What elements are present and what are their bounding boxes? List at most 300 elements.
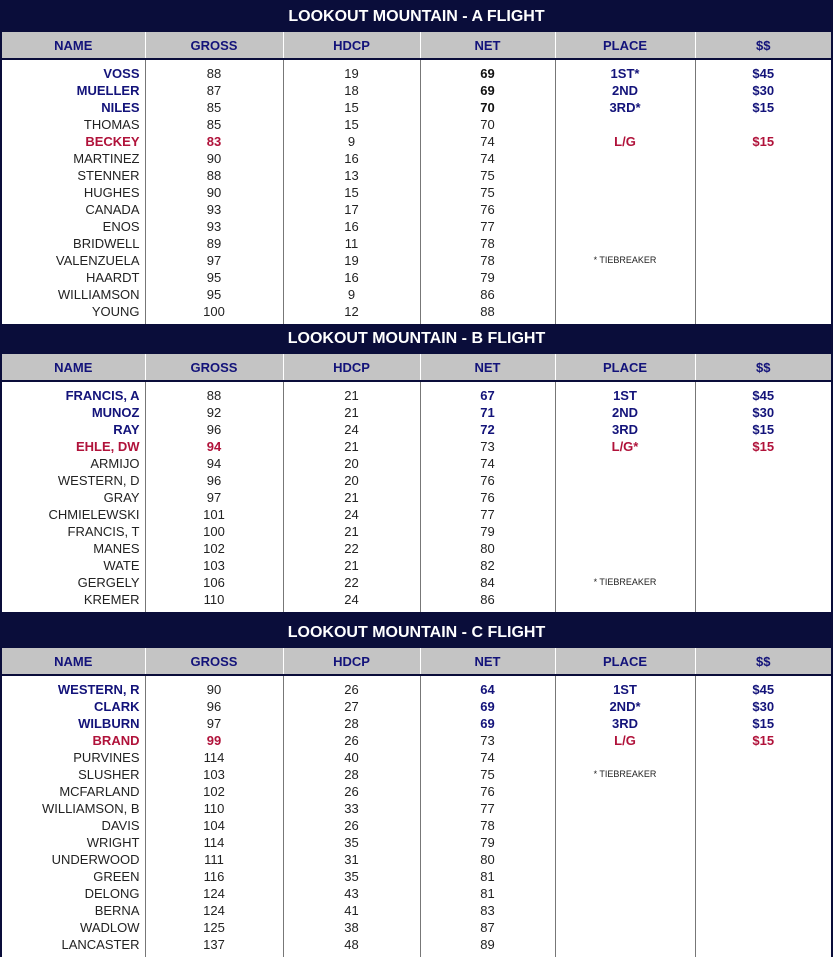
- net-cell: 69: [420, 715, 555, 732]
- name-cell: WESTERN, D: [2, 472, 145, 489]
- money-cell: [695, 540, 831, 557]
- table-row: [2, 235, 831, 252]
- column-header: GROSS: [145, 354, 283, 381]
- gross-cell: 88: [145, 65, 283, 82]
- place-cell: 3RD: [555, 421, 695, 438]
- spacer-cell: [420, 608, 555, 612]
- spacer-cell: [145, 953, 283, 957]
- money-cell: [695, 834, 831, 851]
- net-cell: 86: [420, 286, 555, 303]
- net-cell: 69: [420, 698, 555, 715]
- money-cell: [695, 201, 831, 218]
- money-cell: $45: [752, 388, 775, 403]
- hdcp-cell: 15: [283, 184, 420, 201]
- gross-cell: 101: [145, 506, 283, 523]
- hdcp-cell: 16: [283, 269, 420, 286]
- place-cell: [555, 472, 695, 489]
- money-cell: [695, 851, 831, 868]
- net-cell: 74: [420, 133, 555, 150]
- hdcp-cell: 22: [283, 540, 420, 557]
- place-cell: [555, 783, 695, 800]
- hdcp-cell: 27: [283, 698, 420, 715]
- money-cell: $15: [752, 422, 775, 437]
- gross-cell: 83: [145, 133, 283, 150]
- name-cell: VOSS: [2, 65, 145, 82]
- name-cell: PURVINES: [2, 749, 145, 766]
- net-cell: 64: [420, 681, 555, 698]
- spacer-cell: [283, 953, 420, 957]
- place-cell: [555, 851, 695, 868]
- money-cell: [695, 817, 831, 834]
- gross-cell: 103: [145, 766, 283, 783]
- place-cell: [555, 489, 695, 506]
- hdcp-cell: 24: [283, 421, 420, 438]
- place-cell: [555, 455, 695, 472]
- name-cell: WILLIAMSON: [2, 286, 145, 303]
- table-row: [2, 489, 831, 506]
- table-row: [2, 936, 831, 953]
- table-row: [2, 834, 831, 851]
- money-cell: [695, 936, 831, 953]
- spacer-cell: [555, 608, 695, 612]
- table-row: [2, 681, 831, 698]
- money-cell: [695, 749, 831, 766]
- gross-cell: 111: [145, 851, 283, 868]
- place-cell: [555, 919, 695, 936]
- hdcp-cell: 33: [283, 800, 420, 817]
- column-header: $$: [695, 32, 831, 59]
- hdcp-cell: 21: [283, 387, 420, 404]
- results-table: [2, 354, 831, 612]
- place-cell: [555, 506, 695, 523]
- net-cell: 82: [420, 557, 555, 574]
- place-cell: [555, 834, 695, 851]
- gross-cell: 124: [145, 902, 283, 919]
- money-cell: [695, 489, 831, 506]
- money-cell: [695, 252, 831, 269]
- net-cell: 75: [420, 184, 555, 201]
- name-cell: WILBURN: [2, 715, 145, 732]
- gross-cell: 102: [145, 783, 283, 800]
- place-cell: 2ND: [555, 82, 695, 99]
- column-header: GROSS: [145, 648, 283, 675]
- place-cell: [555, 218, 695, 235]
- net-cell: 86: [420, 591, 555, 608]
- hdcp-cell: 12: [283, 303, 420, 320]
- hdcp-cell: 21: [283, 557, 420, 574]
- gross-cell: 124: [145, 885, 283, 902]
- column-header: HDCP: [283, 648, 420, 675]
- money-cell: [695, 116, 831, 133]
- money-cell: $15: [752, 439, 775, 454]
- flight-title: LOOKOUT MOUNTAIN - B FLIGHT: [2, 324, 831, 354]
- place-cell: [555, 201, 695, 218]
- hdcp-cell: 21: [283, 523, 420, 540]
- gross-cell: 106: [145, 574, 283, 591]
- name-cell: GERGELY: [2, 574, 145, 591]
- gross-cell: 110: [145, 800, 283, 817]
- name-cell: MANES: [2, 540, 145, 557]
- gross-cell: 90: [145, 150, 283, 167]
- column-header: NET: [420, 354, 555, 381]
- gross-cell: 97: [145, 252, 283, 269]
- column-header: NET: [420, 32, 555, 59]
- gross-cell: 137: [145, 936, 283, 953]
- gross-cell: 93: [145, 201, 283, 218]
- place-cell: [555, 557, 695, 574]
- name-cell: EHLE, DW: [2, 438, 145, 455]
- net-cell: 89: [420, 936, 555, 953]
- hdcp-cell: 38: [283, 919, 420, 936]
- hdcp-cell: 17: [283, 201, 420, 218]
- gross-cell: 96: [145, 421, 283, 438]
- money-cell: [695, 868, 831, 885]
- name-cell: WILLIAMSON, B: [2, 800, 145, 817]
- gross-cell: 125: [145, 919, 283, 936]
- name-cell: WESTERN, R: [2, 681, 145, 698]
- name-cell: ENOS: [2, 218, 145, 235]
- name-cell: SLUSHER: [2, 766, 145, 783]
- tiebreaker-note: * TIEBREAKER: [555, 252, 695, 269]
- table-row: [2, 472, 831, 489]
- name-cell: DAVIS: [2, 817, 145, 834]
- name-cell: VALENZUELA: [2, 252, 145, 269]
- gross-cell: 95: [145, 269, 283, 286]
- name-cell: MCFARLAND: [2, 783, 145, 800]
- name-cell: HUGHES: [2, 184, 145, 201]
- table-row: [2, 421, 831, 438]
- table-row: [2, 269, 831, 286]
- hdcp-cell: 26: [283, 681, 420, 698]
- net-cell: 70: [420, 99, 555, 116]
- hdcp-cell: 18: [283, 82, 420, 99]
- hdcp-cell: 21: [283, 438, 420, 455]
- column-header: HDCP: [283, 32, 420, 59]
- money-cell: $15: [752, 100, 775, 115]
- table-row: [2, 902, 831, 919]
- place-cell: 3RD*: [555, 99, 695, 116]
- name-cell: BRIDWELL: [2, 235, 145, 252]
- money-cell: $15: [752, 733, 775, 748]
- column-header: NAME: [2, 354, 145, 381]
- hdcp-cell: 15: [283, 99, 420, 116]
- name-cell: FRANCIS, T: [2, 523, 145, 540]
- table-row: [2, 218, 831, 235]
- money-cell: [695, 523, 831, 540]
- net-cell: 87: [420, 919, 555, 936]
- net-cell: 76: [420, 201, 555, 218]
- table-row: [2, 851, 831, 868]
- hdcp-cell: 43: [283, 885, 420, 902]
- name-cell: UNDERWOOD: [2, 851, 145, 868]
- table-row: [2, 749, 831, 766]
- column-header: PLACE: [555, 354, 695, 381]
- spacer-cell: [2, 608, 145, 612]
- gross-cell: 94: [145, 455, 283, 472]
- money-cell: [695, 455, 831, 472]
- name-cell: THOMAS: [2, 116, 145, 133]
- net-cell: 69: [420, 82, 555, 99]
- money-cell: [695, 235, 831, 252]
- hdcp-cell: 9: [283, 286, 420, 303]
- name-cell: RAY: [2, 421, 145, 438]
- gross-cell: 92: [145, 404, 283, 421]
- hdcp-cell: 9: [283, 133, 420, 150]
- tiebreaker-note: * TIEBREAKER: [555, 766, 695, 783]
- name-cell: ARMIJO: [2, 455, 145, 472]
- gross-cell: 88: [145, 387, 283, 404]
- net-cell: 88: [420, 303, 555, 320]
- table-row: [2, 150, 831, 167]
- table-row: [2, 438, 831, 455]
- net-cell: 67: [420, 387, 555, 404]
- net-cell: 73: [420, 732, 555, 749]
- hdcp-cell: 35: [283, 834, 420, 851]
- money-cell: [695, 591, 831, 608]
- money-cell: $30: [752, 699, 775, 714]
- name-cell: STENNER: [2, 167, 145, 184]
- name-cell: BERNA: [2, 902, 145, 919]
- name-cell: CHMIELEWSKI: [2, 506, 145, 523]
- table-row: [2, 698, 831, 715]
- table-row: [2, 800, 831, 817]
- column-header: NAME: [2, 648, 145, 675]
- place-cell: 3RD: [555, 715, 695, 732]
- place-cell: 2ND: [555, 404, 695, 421]
- flight-section: [2, 2, 831, 324]
- table-row: [2, 404, 831, 421]
- net-cell: 74: [420, 455, 555, 472]
- table-row: [2, 133, 831, 150]
- gross-cell: 114: [145, 834, 283, 851]
- place-cell: [555, 749, 695, 766]
- money-cell: $15: [752, 134, 775, 149]
- net-cell: 79: [420, 269, 555, 286]
- table-row: [2, 506, 831, 523]
- gross-cell: 90: [145, 184, 283, 201]
- column-header: PLACE: [555, 32, 695, 59]
- hdcp-cell: 31: [283, 851, 420, 868]
- hdcp-cell: 21: [283, 404, 420, 421]
- hdcp-cell: 16: [283, 150, 420, 167]
- table-row: [2, 523, 831, 540]
- results-table: [2, 32, 831, 324]
- place-cell: [555, 286, 695, 303]
- name-cell: BECKEY: [2, 133, 145, 150]
- net-cell: 69: [420, 65, 555, 82]
- place-cell: [555, 303, 695, 320]
- hdcp-cell: 26: [283, 817, 420, 834]
- net-cell: 78: [420, 252, 555, 269]
- flight-section: [2, 618, 831, 957]
- net-cell: 79: [420, 834, 555, 851]
- money-cell: [695, 783, 831, 800]
- net-cell: 83: [420, 902, 555, 919]
- spacer-cell: [555, 953, 695, 957]
- place-cell: [555, 800, 695, 817]
- gross-cell: 89: [145, 235, 283, 252]
- flight-section: [2, 324, 831, 612]
- name-cell: MUELLER: [2, 82, 145, 99]
- column-header: $$: [695, 648, 831, 675]
- place-cell: 1ST*: [555, 65, 695, 82]
- hdcp-cell: 40: [283, 749, 420, 766]
- name-cell: MARTINEZ: [2, 150, 145, 167]
- table-row: [2, 387, 831, 404]
- table-row: [2, 732, 831, 749]
- table-row: [2, 557, 831, 574]
- name-cell: LANCASTER: [2, 936, 145, 953]
- table-row: [2, 116, 831, 133]
- place-cell: [555, 540, 695, 557]
- table-row: [2, 286, 831, 303]
- hdcp-cell: 35: [283, 868, 420, 885]
- money-cell: [695, 150, 831, 167]
- net-cell: 81: [420, 885, 555, 902]
- net-cell: 80: [420, 540, 555, 557]
- gross-cell: 93: [145, 218, 283, 235]
- gross-cell: 114: [145, 749, 283, 766]
- place-cell: [555, 885, 695, 902]
- money-cell: [695, 919, 831, 936]
- net-cell: 75: [420, 167, 555, 184]
- place-cell: [555, 150, 695, 167]
- hdcp-cell: 26: [283, 732, 420, 749]
- hdcp-cell: 21: [283, 489, 420, 506]
- net-cell: 73: [420, 438, 555, 455]
- money-cell: $45: [752, 66, 775, 81]
- flight-title: LOOKOUT MOUNTAIN - A FLIGHT: [2, 2, 831, 32]
- net-cell: 74: [420, 150, 555, 167]
- gross-cell: 85: [145, 116, 283, 133]
- place-cell: [555, 868, 695, 885]
- table-row: [2, 82, 831, 99]
- table-row: [2, 455, 831, 472]
- name-cell: WATE: [2, 557, 145, 574]
- net-cell: 76: [420, 783, 555, 800]
- hdcp-cell: 24: [283, 591, 420, 608]
- table-row: [2, 167, 831, 184]
- spacer-cell: [695, 608, 831, 612]
- name-cell: NILES: [2, 99, 145, 116]
- money-cell: $15: [752, 716, 775, 731]
- name-cell: BRAND: [2, 732, 145, 749]
- net-cell: 77: [420, 800, 555, 817]
- place-cell: 1ST: [555, 387, 695, 404]
- table-row: [2, 252, 831, 269]
- hdcp-cell: 26: [283, 783, 420, 800]
- hdcp-cell: 28: [283, 766, 420, 783]
- place-cell: [555, 936, 695, 953]
- money-cell: [695, 902, 831, 919]
- name-cell: GRAY: [2, 489, 145, 506]
- hdcp-cell: 11: [283, 235, 420, 252]
- place-cell: L/G: [555, 732, 695, 749]
- hdcp-cell: 41: [283, 902, 420, 919]
- name-cell: KREMER: [2, 591, 145, 608]
- hdcp-cell: 15: [283, 116, 420, 133]
- gross-cell: 100: [145, 523, 283, 540]
- gross-cell: 85: [145, 99, 283, 116]
- spacer-cell: [145, 608, 283, 612]
- net-cell: 76: [420, 489, 555, 506]
- table-row: [2, 591, 831, 608]
- money-cell: [695, 269, 831, 286]
- table-row: [2, 868, 831, 885]
- place-cell: [555, 167, 695, 184]
- money-cell: [695, 303, 831, 320]
- table-row: [2, 817, 831, 834]
- place-cell: [555, 591, 695, 608]
- spacer-cell: [420, 953, 555, 957]
- table-row: [2, 201, 831, 218]
- name-cell: FRANCIS, A: [2, 387, 145, 404]
- hdcp-cell: 48: [283, 936, 420, 953]
- money-cell: [695, 184, 831, 201]
- place-cell: L/G: [555, 133, 695, 150]
- net-cell: 79: [420, 523, 555, 540]
- table-row: [2, 766, 831, 783]
- name-cell: WRIGHT: [2, 834, 145, 851]
- gross-cell: 103: [145, 557, 283, 574]
- place-cell: [555, 817, 695, 834]
- money-cell: [695, 167, 831, 184]
- hdcp-cell: 13: [283, 167, 420, 184]
- spacer-cell: [695, 953, 831, 957]
- hdcp-cell: 16: [283, 218, 420, 235]
- net-cell: 76: [420, 472, 555, 489]
- net-cell: 77: [420, 506, 555, 523]
- table-row: [2, 574, 831, 591]
- column-header: NET: [420, 648, 555, 675]
- table-row: [2, 715, 831, 732]
- place-cell: [555, 184, 695, 201]
- hdcp-cell: 19: [283, 252, 420, 269]
- money-cell: [695, 286, 831, 303]
- spacer-cell: [2, 953, 145, 957]
- gross-cell: 88: [145, 167, 283, 184]
- money-cell: [695, 800, 831, 817]
- gross-cell: 110: [145, 591, 283, 608]
- money-cell: [695, 472, 831, 489]
- hdcp-cell: 22: [283, 574, 420, 591]
- table-row: [2, 783, 831, 800]
- money-cell: [695, 557, 831, 574]
- name-cell: CLARK: [2, 698, 145, 715]
- money-cell: [695, 506, 831, 523]
- tiebreaker-note: * TIEBREAKER: [555, 574, 695, 591]
- gross-cell: 116: [145, 868, 283, 885]
- net-cell: 84: [420, 574, 555, 591]
- hdcp-cell: 20: [283, 472, 420, 489]
- place-cell: [555, 235, 695, 252]
- table-row: [2, 99, 831, 116]
- name-cell: CANADA: [2, 201, 145, 218]
- gross-cell: 97: [145, 489, 283, 506]
- table-row: [2, 65, 831, 82]
- place-cell: [555, 523, 695, 540]
- name-cell: MUNOZ: [2, 404, 145, 421]
- net-cell: 74: [420, 749, 555, 766]
- money-cell: [695, 885, 831, 902]
- gross-cell: 87: [145, 82, 283, 99]
- net-cell: 70: [420, 116, 555, 133]
- column-header: GROSS: [145, 32, 283, 59]
- place-cell: [555, 269, 695, 286]
- hdcp-cell: 19: [283, 65, 420, 82]
- spacer-cell: [283, 608, 420, 612]
- column-header: HDCP: [283, 354, 420, 381]
